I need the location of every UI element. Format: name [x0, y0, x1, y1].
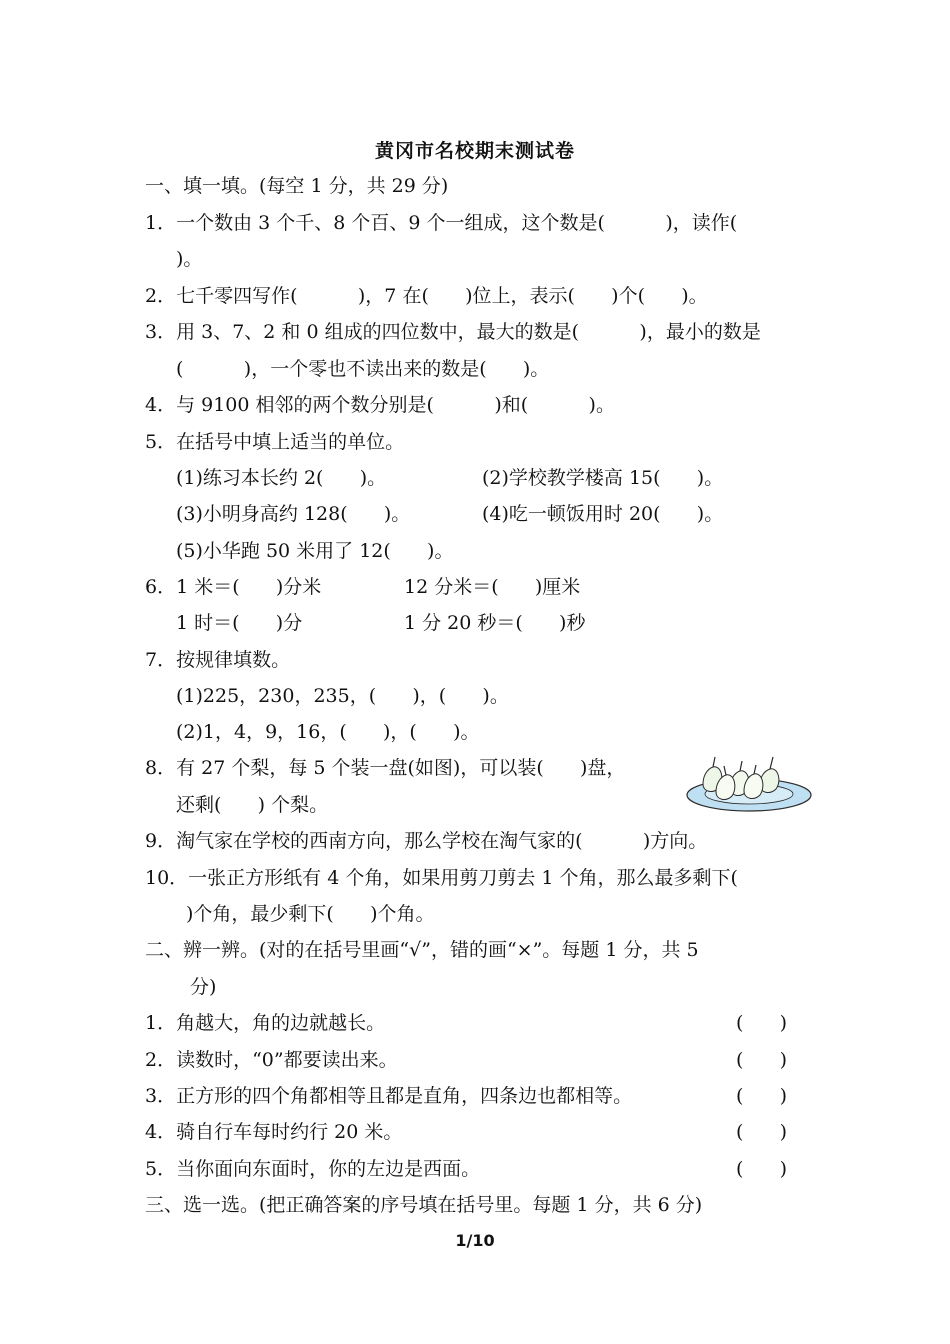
question-6-item-3: 1 时＝( )分: [176, 612, 303, 634]
question-3-line2: ( )，一个零也不读出来的数是( )。: [176, 358, 550, 380]
judge-item-4: 4．骑自行车每时约行 20 米。: [145, 1121, 403, 1143]
question-8-line2: 还剩( ) 个梨。: [176, 794, 329, 816]
page-title: 黄冈市名校期末测试卷: [374, 140, 575, 162]
question-9: 9．淘气家在学校的西南方向，那么学校在淘气家的( )方向。: [145, 830, 708, 852]
question-1-line2: )。: [176, 248, 203, 270]
judge-item-1: 1．角越大，角的边就越长。: [145, 1012, 386, 1034]
question-6-item-2: 12 分米＝( )厘米: [404, 576, 581, 598]
question-6-item-4: 1 分 20 秒＝( )秒: [404, 612, 586, 634]
answer-box-2: ( ): [736, 1049, 788, 1071]
question-4: 4．与 9100 相邻的两个数分别是( )和( )。: [145, 394, 615, 416]
page-number: 1/10: [455, 1231, 495, 1250]
question-5-item-3: (3)小明身高约 128( )。: [176, 503, 411, 525]
question-7-item-2: (2)1，4，9，16，( )，( )。: [176, 721, 480, 743]
question-10-line1: 10．一张正方形纸有 4 个角，如果用剪刀剪去 1 个角，那么最多剩下(: [145, 867, 738, 889]
question-5-item-4: (4)吃一顿饭用时 20( )。: [482, 503, 724, 525]
judge-item-5: 5．当你面向东面时，你的左边是西面。: [145, 1158, 481, 1180]
question-5: 5．在括号中填上适当的单位。: [145, 431, 405, 453]
question-7-item-1: (1)225，230，235，( )，( )。: [176, 685, 509, 707]
question-5-item-5: (5)小华跑 50 米用了 12( )。: [176, 540, 454, 562]
question-8-line1: 8．有 27 个梨，每 5 个装一盘(如图)，可以装( )盘，: [145, 757, 626, 779]
answer-box-4: ( ): [736, 1121, 788, 1143]
question-10-line2: )个角，最少剩下( )个角。: [186, 903, 435, 925]
judge-item-2: 2．读数时，“0”都要读出来。: [145, 1049, 398, 1071]
pears-on-plate-icon: [684, 751, 814, 813]
question-5-item-2: (2)学校教学楼高 15( )。: [482, 467, 724, 489]
judge-item-3: 3．正方形的四个角都相等且都是直角，四条边也都相等。: [145, 1085, 633, 1107]
section2-heading-line2: 分): [190, 976, 217, 998]
section2-heading-line1: 二、辨一辨。(对的在括号里画“√”，错的画“×”。每题 1 分，共 5: [145, 939, 699, 961]
answer-box-5: ( ): [736, 1158, 788, 1180]
question-3-line1: 3．用 3、7、2 和 0 组成的四位数中，最大的数是( )，最小的数是: [145, 321, 761, 343]
question-6-item-1: 6．1 米＝( )分米: [145, 576, 322, 598]
question-2: 2．七千零四写作( )，7 在( )位上，表示( )个( )。: [145, 285, 708, 307]
question-7: 7．按规律填数。: [145, 649, 291, 671]
section1-heading: 一、填一填。(每空 1 分，共 29 分): [145, 175, 449, 197]
question-5-item-1: (1)练习本长约 2( )。: [176, 467, 387, 489]
answer-box-3: ( ): [736, 1085, 788, 1107]
section3-heading: 三、选一选。(把正确答案的序号填在括号里。每题 1 分，共 6 分): [145, 1194, 703, 1216]
answer-box-1: ( ): [736, 1012, 788, 1034]
question-1-line1: 1．一个数由 3 个千、8 个百、9 个一组成，这个数是( )，读作(: [145, 212, 738, 234]
